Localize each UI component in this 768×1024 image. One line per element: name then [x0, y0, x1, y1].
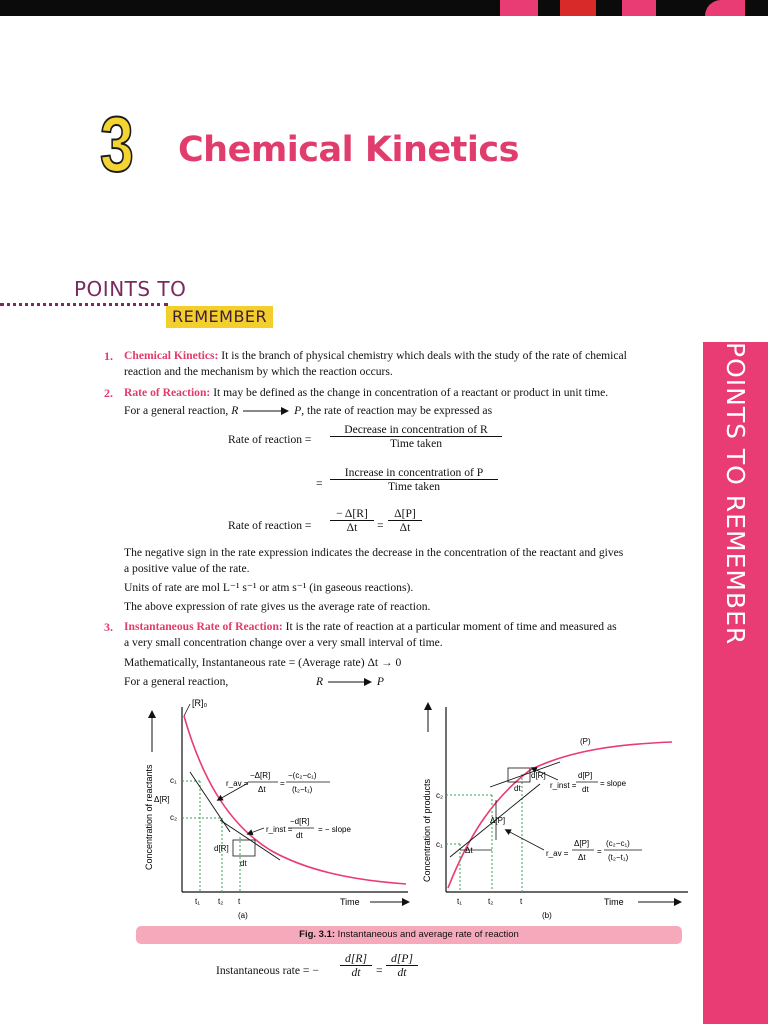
r0-label: [R]₀	[192, 698, 208, 708]
product-symbol: P	[294, 404, 302, 417]
numerator: d[P]	[386, 952, 418, 966]
eq1-lhs: Rate of reaction =	[228, 433, 312, 446]
denominator: Time taken	[387, 480, 441, 493]
mathematical-definition: Mathematically, Instantaneous rate = (Average rate) Δt → 0	[124, 656, 402, 669]
item-number: 1.	[104, 349, 113, 363]
delta-p-label: Δ[P]	[490, 816, 506, 825]
general-reaction-equation	[316, 674, 384, 690]
denominator: dt	[397, 966, 407, 979]
rav-frac1-den: Δt	[258, 785, 266, 794]
numerator: Increase in concentration of P	[330, 466, 498, 480]
denominator: Δt	[346, 521, 358, 534]
rav-equals: =	[597, 847, 602, 856]
units-line: Units of rate are mol L⁻¹ s⁻¹ or atm s⁻¹ (in gaseous reactions).	[124, 581, 414, 594]
final-eq-equals: =	[376, 964, 383, 977]
x-axis-label: Time	[604, 897, 624, 907]
dP-box-label: d[R]	[531, 771, 546, 780]
item-number: 3.	[104, 620, 113, 634]
item-text: , the rate of reaction may be expressed as	[301, 404, 493, 417]
numerator: − Δ[R]	[330, 507, 374, 521]
rinst-pointer	[248, 828, 264, 834]
rav-label: r_av =	[226, 779, 249, 788]
rav-equals: =	[280, 779, 285, 788]
eq3-equals: =	[377, 519, 384, 532]
denominator: Time taken	[389, 437, 443, 450]
term-label: Rate of Reaction:	[124, 386, 211, 399]
top-accent-pink-3	[705, 0, 745, 16]
reaction-arrow-icon	[326, 677, 374, 687]
c2-label: c₂	[436, 791, 444, 800]
general-reaction-label: For a general reaction,	[124, 675, 229, 688]
rav-frac2-den: (t₂−t₁)	[608, 853, 629, 862]
rinst-label: r_inst =	[266, 825, 293, 834]
item-text: a positive value of the rate.	[124, 562, 250, 575]
dt-label: dt	[514, 784, 521, 793]
rinst-den: dt	[296, 831, 303, 840]
final-eq-lhs: Instantaneous rate = −	[216, 964, 319, 977]
negative-sign-note	[124, 545, 704, 577]
rav-pointer	[506, 830, 544, 850]
dt-label: dt	[240, 859, 247, 868]
subfigure-label: (a)	[238, 911, 248, 920]
x-axis-label: Time	[340, 897, 360, 907]
subfigure-label: (b)	[542, 911, 552, 920]
t1-tick: t₁	[195, 897, 200, 906]
item-text: The negative sign in the rate expression indicates the decrease in the concentration of the reactant and gives	[124, 546, 624, 559]
term-label: Chemical Kinetics:	[124, 349, 219, 362]
y-axis-label: Concentration of products	[422, 778, 432, 882]
dr-dt-box	[233, 840, 255, 856]
product-growth-curve	[448, 742, 672, 888]
eq2-equals: =	[316, 477, 323, 490]
figure-b-product-concentration	[410, 692, 700, 922]
rav-frac1-den: Δt	[578, 853, 586, 862]
t-tick: t	[520, 897, 523, 906]
numerator: Δ[P]	[388, 507, 422, 521]
general-reaction-line	[124, 403, 704, 419]
dR-label: d[R]	[214, 844, 229, 853]
rav-frac2-num: (c₂−c₁)	[606, 839, 630, 848]
eq3-fraction-1	[330, 507, 374, 534]
rav-frac1-num: Δ[P]	[574, 839, 590, 848]
rav-label: r_av =	[546, 849, 569, 858]
item-instantaneous-rate	[124, 619, 704, 651]
top-accent-red	[560, 0, 596, 16]
top-decorative-bar	[0, 0, 768, 16]
numerator: Decrease in concentration of R	[330, 423, 502, 437]
t2-tick: t₂	[488, 897, 494, 906]
top-accent-pink	[500, 0, 538, 16]
rav-frac1-num: −Δ[R]	[250, 771, 271, 780]
sidebar-label: POINTS TO REMEMBER	[721, 342, 750, 646]
item-text: reaction and the mechanism by which the reaction occurs.	[124, 365, 393, 378]
t-tick: t	[238, 897, 241, 906]
eq1-fraction	[330, 423, 502, 450]
rav-frac2-num: −(c₂−c₁)	[288, 771, 317, 780]
p-curve-label: (P)	[580, 737, 591, 746]
figure-a-reactant-concentration	[130, 692, 420, 922]
rinst-num: −d[R]	[290, 817, 310, 826]
eq3-fraction-2	[388, 507, 422, 534]
delta-t-label: Δt	[465, 846, 473, 855]
reaction-arrow-icon	[241, 406, 291, 416]
c2-label: c₂	[170, 813, 178, 822]
caption-text: Instantaneous and average rate of reaction	[335, 929, 519, 940]
rav-frac2-den: (t₂−t₁)	[292, 785, 313, 794]
denominator: Δt	[399, 521, 411, 534]
figure-caption	[136, 926, 682, 944]
top-accent-pink-2	[622, 0, 656, 16]
item-text: It is the branch of physical chemistry which deals with the study of the rate of chemical	[221, 349, 627, 362]
eq2-fraction	[330, 466, 498, 493]
reactant-decay-curve	[184, 716, 406, 884]
item-text: For a general reaction,	[124, 404, 232, 417]
dotted-divider	[0, 303, 168, 306]
average-rate-line: The above expression of rate gives us the average rate of reaction.	[124, 600, 431, 613]
item-chemical-kinetics	[124, 348, 704, 380]
remember-heading: REMEMBER	[166, 306, 273, 328]
points-to-heading: POINTS TO	[74, 277, 187, 301]
t2-tick: t₂	[218, 897, 224, 906]
r0-pointer	[184, 704, 190, 716]
item-number: 2.	[104, 386, 113, 400]
item-text: It is the rate of reaction at a particular moment of time and measured as	[285, 620, 617, 633]
rinst-tail: = − slope	[318, 825, 351, 834]
t1-tick: t₁	[457, 897, 462, 906]
final-fraction-1	[340, 952, 372, 979]
caption-label: Fig. 3.1:	[299, 929, 336, 940]
term-label: Instantaneous Rate of Reaction:	[124, 620, 283, 633]
chapter-number: 3	[100, 100, 134, 188]
rinst-tail: = slope	[600, 779, 627, 788]
eq3-lhs: Rate of reaction =	[228, 519, 312, 532]
c1-label: c₁	[436, 840, 443, 849]
final-fraction-2	[386, 952, 418, 979]
rinst-den: dt	[582, 785, 589, 794]
reactant-symbol: R	[316, 675, 324, 688]
reactant-symbol: R	[231, 404, 239, 417]
item-rate-of-reaction	[124, 385, 704, 401]
delta-r-label: Δ[R]	[154, 795, 170, 804]
y-axis-label: Concentration of reactants	[144, 764, 154, 870]
item-text: It may be defined as the change in concentration of a reactant or product in unit time.	[213, 386, 609, 399]
product-symbol: P	[376, 675, 384, 688]
numerator: d[R]	[340, 952, 372, 966]
rinst-label: r_inst =	[550, 781, 577, 790]
chapter-title: Chemical Kinetics	[178, 130, 519, 170]
denominator: dt	[351, 966, 361, 979]
c1-label: c₁	[170, 776, 177, 785]
item-text: a very small concentration change over a very small interval of time.	[124, 636, 443, 649]
rinst-num: d[P]	[578, 771, 593, 780]
